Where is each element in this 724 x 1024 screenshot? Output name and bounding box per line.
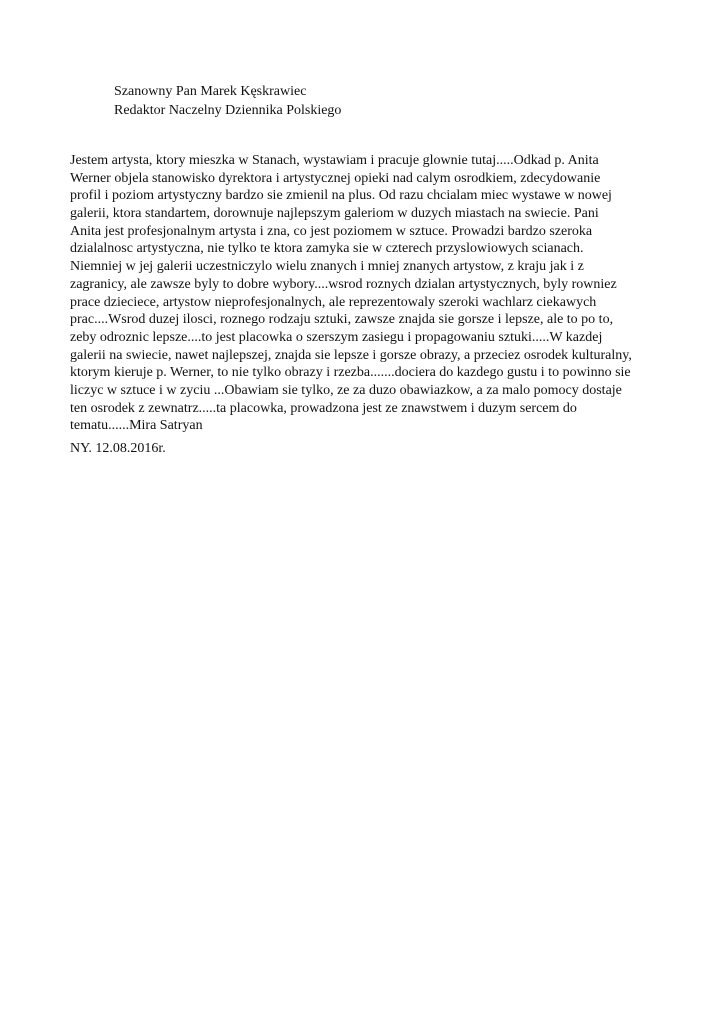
body-line: galerii na swiecie, nawet najlepszej, znajda sie lepsze i gorsze obrazy, a przeciez osrodek kulturalny,: [70, 347, 632, 363]
addressee-title: Redaktor Naczelny Dziennika Polskiego: [114, 103, 342, 118]
addressee-name: Szanowny Pan Marek Kęskrawiec: [114, 84, 307, 99]
body-line: zeby odroznic lepsze....to jest placowka o szerszym zasiegu i propagowaniu sztuki.....W kazdej: [70, 329, 603, 345]
letter-date: NY. 12.08.2016r.: [70, 441, 166, 456]
body-line: dzialalnosc artystyczna, nie tylko te ktora zamyka sie w czterech przyslowiowych scianach.: [70, 241, 584, 257]
body-line: Niemniej w jej galerii uczestniczylo wielu znanych i mniej znanych artystow, z kraju jak i z: [70, 259, 584, 275]
body-line: Werner objela stanowisko dyrektora i artystycznej opieki nad calym osrodkiem, zdecydowanie: [70, 170, 601, 186]
body-line: Anita jest profesjonalnym artysta i zna, co jest poziomem w sztuce. Prowadzi bardzo szeroka: [70, 223, 593, 239]
body-line: galerii, ktora standartem, dorownuje najlepszym galeriom w duzych miastach na swiecie. Pani: [70, 206, 599, 222]
addressee-block: [114, 82, 341, 120]
letter-body: [70, 152, 660, 435]
body-line: ktorym kieruje p. Werner, to nie tylko obrazy i rzezba.......dociera do kazdego gustu i to powinno sie: [70, 365, 631, 381]
body-line: zagranicy, ale zawsze byly to dobre wybory....wsrod roznych dzialan artystycznych, byly rowniez: [70, 276, 617, 292]
body-line: profil i poziom artystyczny bardzo sie zmienil na plus. Od razu chcialam miec wystawe w nowej: [70, 188, 612, 204]
body-line: Jestem artysta, ktory mieszka w Stanach, wystawiam i pracuje glownie tutaj.....Odkad p. Anita: [70, 153, 599, 168]
body-line: prace dzieciece, artystow nieprofesjonalnych, ale reprezentowaly szeroki wachlarz ciekawych: [70, 294, 597, 310]
body-line: liczyc w sztuce i w zyciu ...Obawiam sie tylko, ze za duzo obawiazkow, a za malo pomocy dostaje: [70, 382, 622, 398]
body-line: tematu......Mira Satryan: [70, 418, 203, 434]
body-line: prac....Wsrod duzej ilosci, roznego rodzaju sztuki, zawsze znajda sie gorsze i lepsze, ale to po to,: [70, 312, 614, 328]
body-line: ten osrodek z zewnatrz.....ta placowka, prowadzona jest ze znawstwem i duzym sercem do: [70, 400, 577, 416]
